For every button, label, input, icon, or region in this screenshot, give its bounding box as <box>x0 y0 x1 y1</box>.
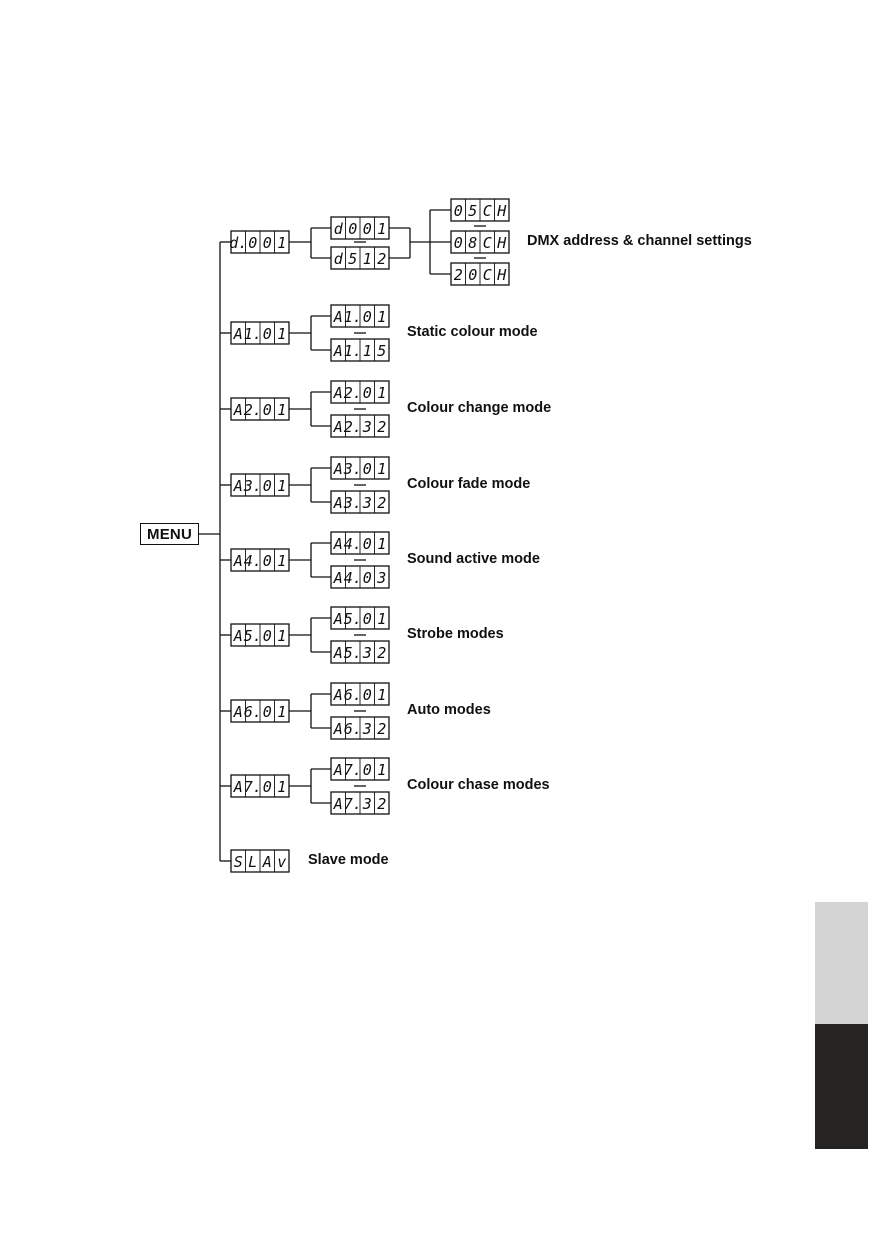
range-end-display <box>331 717 389 739</box>
range-end-display-digit: A <box>333 720 343 738</box>
branch-display-digit: 1 <box>277 477 287 495</box>
range-start-display-digit: 1 <box>377 535 387 553</box>
branch-display-digit: 1 <box>277 234 287 252</box>
branch-display-digit: S <box>233 853 243 871</box>
branch-display-digit: 0 <box>262 552 272 570</box>
branch-display-digit: A <box>233 477 243 495</box>
branch-display-digit: A <box>262 853 272 871</box>
channel-mode-display-digit: H <box>497 202 507 220</box>
branch-display-digit: 1 <box>277 627 287 645</box>
branch-display <box>231 775 289 797</box>
range-end-display-digit: 3 <box>362 644 372 662</box>
range-start-display-digit: 6. <box>343 686 362 704</box>
branch-label: DMX address & channel settings <box>527 233 752 249</box>
range-start-display-digit: 1 <box>377 308 387 326</box>
range-end-display <box>331 339 389 361</box>
range-start-display-digit: 0 <box>362 761 372 779</box>
range-start-display-digit: 1 <box>377 686 387 704</box>
channel-mode-display-digit: 0 <box>453 202 463 220</box>
branch-label: Sound active mode <box>407 551 540 567</box>
range-start-display-digit: 1 <box>377 220 387 238</box>
channel-mode-display-digit: 0 <box>453 234 463 252</box>
range-end-display-digit: 1 <box>362 250 372 268</box>
branch-display <box>231 624 289 646</box>
range-end-display-digit: 4. <box>343 569 362 587</box>
branch-label: Static colour mode <box>407 324 538 340</box>
branch-display-digit: 1 <box>277 703 287 721</box>
range-end-display <box>331 792 389 814</box>
range-start-display-digit: A <box>333 460 343 478</box>
range-start-display <box>331 381 389 403</box>
range-end-display <box>331 641 389 663</box>
range-start-display-digit: A <box>333 535 343 553</box>
range-end-display-digit: 2 <box>377 250 387 268</box>
channel-mode-display <box>451 199 509 221</box>
range-end-display-digit: 3. <box>343 494 362 512</box>
range-end-display <box>331 491 389 513</box>
channel-mode-display-digit: C <box>482 266 492 284</box>
range-end-display-digit: A <box>333 644 343 662</box>
range-start-display <box>331 532 389 554</box>
branch-display-digit: 0 <box>262 778 272 796</box>
branch-display-digit: 1 <box>277 778 287 796</box>
range-start-display-digit: 2. <box>343 384 362 402</box>
range-start-display-digit: 1 <box>377 460 387 478</box>
branch-label: Auto modes <box>407 702 491 718</box>
range-start-display <box>331 217 389 239</box>
range-end-display-digit: 2 <box>377 494 387 512</box>
channel-mode-display-digit: H <box>497 266 507 284</box>
range-end-display-digit: 1. <box>343 342 362 360</box>
branch-display-digit: 0 <box>248 234 258 252</box>
branch-display-digit: A <box>233 552 243 570</box>
range-end-display-digit: 3 <box>362 795 372 813</box>
branch-display-digit: L <box>248 853 258 871</box>
range-start-display <box>331 607 389 629</box>
branch-display-digit: A <box>233 778 243 796</box>
range-start-display-digit: 1 <box>377 384 387 402</box>
range-end-display-digit: 7. <box>343 795 362 813</box>
range-start-display <box>331 457 389 479</box>
range-start-display-digit: 1 <box>377 610 387 628</box>
range-start-display-digit: A <box>333 308 343 326</box>
branch-display-digit: A <box>233 401 243 419</box>
page-tab-light <box>815 902 868 1024</box>
branch-display-digit: 0 <box>262 477 272 495</box>
branch-display-digit: 0 <box>262 703 272 721</box>
branch-label: Strobe modes <box>407 626 504 642</box>
branch-display <box>231 850 289 872</box>
range-start-display-digit: 0 <box>362 686 372 704</box>
range-start-display <box>331 305 389 327</box>
range-start-display <box>331 683 389 705</box>
branch-display <box>231 549 289 571</box>
page-tab-dark <box>815 1024 868 1149</box>
branch-display-digit: A <box>233 627 243 645</box>
range-end-display-digit: 3 <box>362 494 372 512</box>
branch-label: Colour fade mode <box>407 476 531 492</box>
branch-display-digit: 0 <box>262 627 272 645</box>
branch-display-digit: A <box>233 325 243 343</box>
range-end-display <box>331 415 389 437</box>
range-end-display-digit: 2 <box>377 795 387 813</box>
branch-display <box>231 322 289 344</box>
range-start-display-digit: 0 <box>362 610 372 628</box>
branch-display-digit: 6. <box>243 703 262 721</box>
range-start-display-digit: 3. <box>343 460 362 478</box>
menu-box: MENU <box>140 523 199 545</box>
range-start-display-digit: 0 <box>362 220 372 238</box>
range-start-display-digit: A <box>333 610 343 628</box>
range-start-display-digit: 0 <box>362 460 372 478</box>
branch-display-digit: 0 <box>262 234 272 252</box>
range-end-display-digit: 3 <box>362 418 372 436</box>
range-start-display-digit: 1. <box>343 308 362 326</box>
channel-mode-display-digit: 5 <box>468 202 478 220</box>
branch-display-digit: v <box>277 853 287 871</box>
branch-display <box>229 231 289 253</box>
range-start-display <box>331 758 389 780</box>
branch-display-digit: 0 <box>262 325 272 343</box>
branch-label: Colour chase modes <box>407 777 550 793</box>
channel-mode-display <box>451 231 509 253</box>
range-end-display-digit: 2 <box>377 720 387 738</box>
channel-mode-display-digit: 2 <box>453 266 463 284</box>
range-end-display-digit: A <box>333 418 343 436</box>
branch-label: Colour change mode <box>407 400 552 416</box>
channel-mode-display-digit: 8 <box>468 234 478 252</box>
branch-display-digit: 1. <box>243 325 262 343</box>
range-start-display-digit: 0 <box>362 535 372 553</box>
branch-display <box>231 398 289 420</box>
range-end-display-digit: 2. <box>343 418 362 436</box>
range-start-display-digit: 7. <box>343 761 362 779</box>
range-end-display-digit: 5. <box>343 644 362 662</box>
branch-display-digit: 2. <box>243 401 262 419</box>
channel-mode-display <box>451 263 509 285</box>
range-end-display-digit: 0 <box>362 569 372 587</box>
branch-display <box>231 700 289 722</box>
branch-display-digit: 1 <box>277 325 287 343</box>
channel-mode-display-digit: H <box>497 234 507 252</box>
branch-display-digit: 0 <box>262 401 272 419</box>
range-end-display-digit: 1 <box>362 342 372 360</box>
range-start-display-digit: 1 <box>377 761 387 779</box>
branch-display-digit: A <box>233 703 243 721</box>
range-start-display-digit: 0 <box>362 308 372 326</box>
range-end-display-digit: 3 <box>377 569 387 587</box>
range-end-display-digit: A <box>333 569 343 587</box>
branch-display-digit: 1 <box>277 552 287 570</box>
range-end-display-digit: 5 <box>348 250 358 268</box>
channel-mode-display-digit: 0 <box>468 266 478 284</box>
branch-display-digit: 5. <box>243 627 262 645</box>
range-start-display-digit: A <box>333 761 343 779</box>
range-end-display-digit: 2 <box>377 644 387 662</box>
range-end-display-digit: 6. <box>343 720 362 738</box>
range-end-display-digit: A <box>333 795 343 813</box>
branch-display-digit: d. <box>229 234 248 252</box>
channel-mode-display-digit: C <box>482 202 492 220</box>
branch-display-digit: 1 <box>277 401 287 419</box>
range-start-display-digit: 5. <box>343 610 362 628</box>
range-end-display <box>331 566 389 588</box>
range-start-display-digit: A <box>333 686 343 704</box>
range-end-display-digit: A <box>333 494 343 512</box>
range-start-display-digit: 0 <box>362 384 372 402</box>
range-end-display-digit: d <box>333 250 343 268</box>
range-end-display-digit: 3 <box>362 720 372 738</box>
branch-display-digit: 4. <box>243 552 262 570</box>
range-end-display-digit: 2 <box>377 418 387 436</box>
branch-display-digit: 7. <box>243 778 262 796</box>
branch-label: Slave mode <box>308 852 389 868</box>
range-end-display <box>331 247 389 269</box>
range-start-display-digit: A <box>333 384 343 402</box>
branch-display <box>231 474 289 496</box>
range-start-display-digit: d <box>333 220 343 238</box>
range-end-display-digit: A <box>333 342 343 360</box>
range-start-display-digit: 4. <box>343 535 362 553</box>
channel-mode-display-digit: C <box>482 234 492 252</box>
branch-display-digit: 3. <box>243 477 262 495</box>
range-start-display-digit: 0 <box>348 220 358 238</box>
range-end-display-digit: 5 <box>377 342 387 360</box>
